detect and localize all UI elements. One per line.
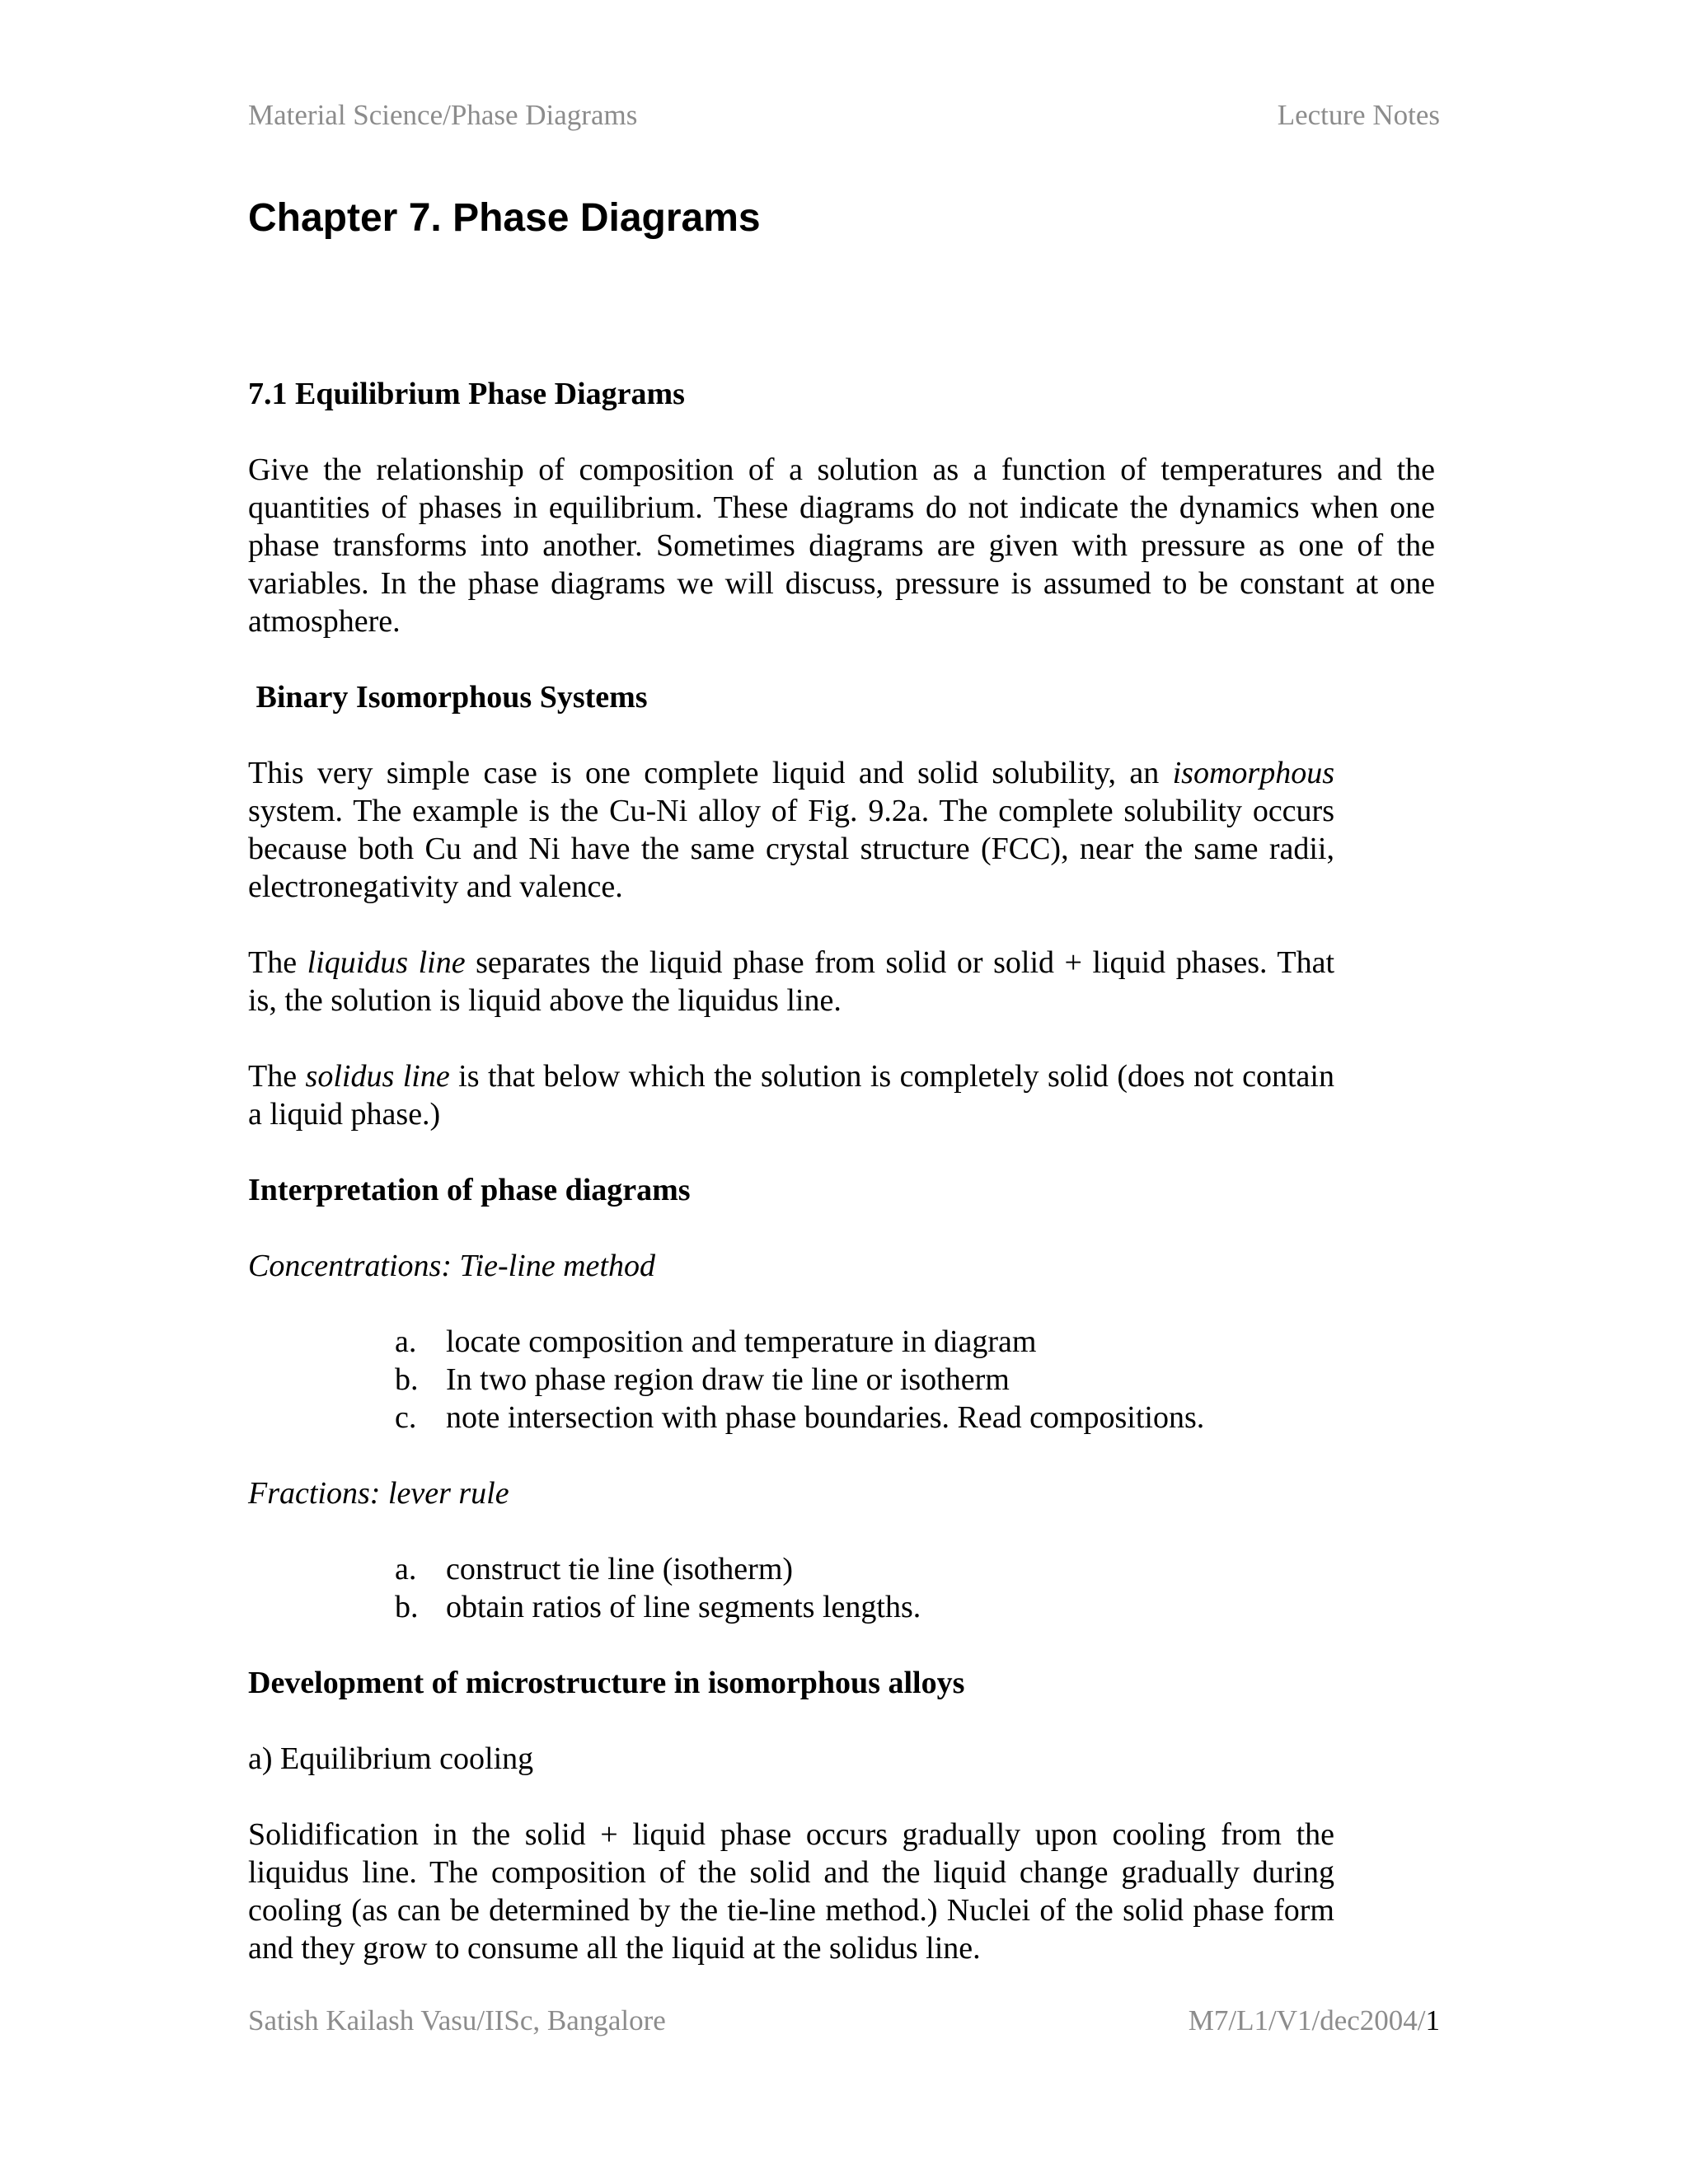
list-marker: b.	[395, 1590, 419, 1624]
list-text: construct tie line (isotherm)	[446, 1552, 794, 1586]
header-course-title: Material Science/Phase Diagrams	[248, 99, 638, 131]
page-content	[248, 194, 1435, 1967]
header-doc-type: Lecture Notes	[1277, 99, 1440, 131]
binary-p1-text-a: This very simple case is one complete liquid and solid solubility, an	[248, 756, 1173, 790]
equilibrium-cooling-heading: a) Equilibrium cooling	[248, 1741, 534, 1776]
binary-p3-text-b: is that below which the solution is completely solid (does not contain a liquid phase.)	[248, 1059, 1334, 1132]
list-item	[395, 1323, 1435, 1361]
list-text: In two phase region draw tie line or isotherm	[446, 1362, 1010, 1397]
page-header	[248, 97, 1440, 134]
fractions-steps	[248, 1550, 1435, 1626]
binary-isomorphous-title	[248, 678, 1435, 716]
page-number: 1	[1425, 2004, 1440, 2036]
concentrations-steps	[248, 1323, 1435, 1436]
binary-paragraph-3	[248, 1057, 1334, 1133]
binary-p3-text-a: The	[248, 1059, 306, 1094]
list-item	[395, 1550, 1435, 1588]
section-7-1-paragraph: Give the relationship of composition of a solution as a function of temperatures and the quantities of phases in equilibrium. These diagrams do not indicate the dynamics when one phase transforms into another. Sometimes diagrams are given with pressure as one of the variables. In the phase diagrams we will discuss, pressure is assumed to be constant at one atmosphere.	[248, 452, 1435, 639]
binary-isomorphous-title-text: Binary Isomorphous Systems	[256, 680, 648, 715]
binary-p2-emphasis: liquidus line	[307, 945, 466, 980]
list-text: locate composition and temperature in diagram	[446, 1324, 1037, 1359]
list-marker: c.	[395, 1400, 417, 1435]
list-marker: b.	[395, 1362, 419, 1397]
footer-reference	[1189, 2003, 1440, 2039]
list-text: obtain ratios of line segments lengths.	[446, 1590, 921, 1624]
binary-p3-emphasis: solidus line	[305, 1059, 450, 1094]
development-paragraph: Solidification in the solid + liquid phase occurs gradually upon cooling from the liquidus line. The composition of the solid and the liquid change gradually during cooling (as can be determined by the tie-line method.) Nuclei of the solid phase form and they grow to consume all the liquid at the solidus line.	[248, 1817, 1334, 1966]
list-text: note intersection with phase boundaries. Read compositions.	[446, 1400, 1205, 1435]
binary-p1-text-b: system. The example is the Cu-Ni alloy of Fig. 9.2a. The complete solubility occurs because both Cu and Ni have the same crystal structure (FCC), near the same radii, electronegativity and valence.	[248, 794, 1334, 904]
fractions-heading: Fractions: lever rule	[248, 1476, 509, 1511]
list-item	[395, 1361, 1435, 1399]
list-item	[395, 1399, 1435, 1436]
list-item	[395, 1588, 1435, 1626]
page-footer	[248, 2003, 1440, 2039]
section-title-7-1: 7.1 Equilibrium Phase Diagrams	[248, 377, 685, 411]
binary-p2-text-a: The	[248, 945, 307, 980]
binary-p1-emphasis: isomorphous	[1172, 756, 1334, 790]
binary-paragraph-1	[248, 754, 1334, 906]
footer-doc-ref: M7/L1/V1/dec2004/	[1188, 2004, 1426, 2036]
interpretation-title: Interpretation of phase diagrams	[248, 1173, 691, 1207]
binary-paragraph-2	[248, 944, 1334, 1019]
development-title: Development of microstructure in isomorphous alloys	[248, 1666, 965, 1700]
chapter-title: Chapter 7. Phase Diagrams	[248, 196, 761, 240]
footer-author: Satish Kailash Vasu/IISc, Bangalore	[248, 2004, 666, 2036]
binary-p2-text-b: separates the liquid phase from solid or solid + liquid phases. That is, the solution is liquid above the liquidus line.	[248, 945, 1335, 1018]
concentrations-heading: Concentrations: Tie-line method	[248, 1249, 655, 1283]
list-marker: a.	[395, 1552, 417, 1586]
list-marker: a.	[395, 1324, 417, 1359]
